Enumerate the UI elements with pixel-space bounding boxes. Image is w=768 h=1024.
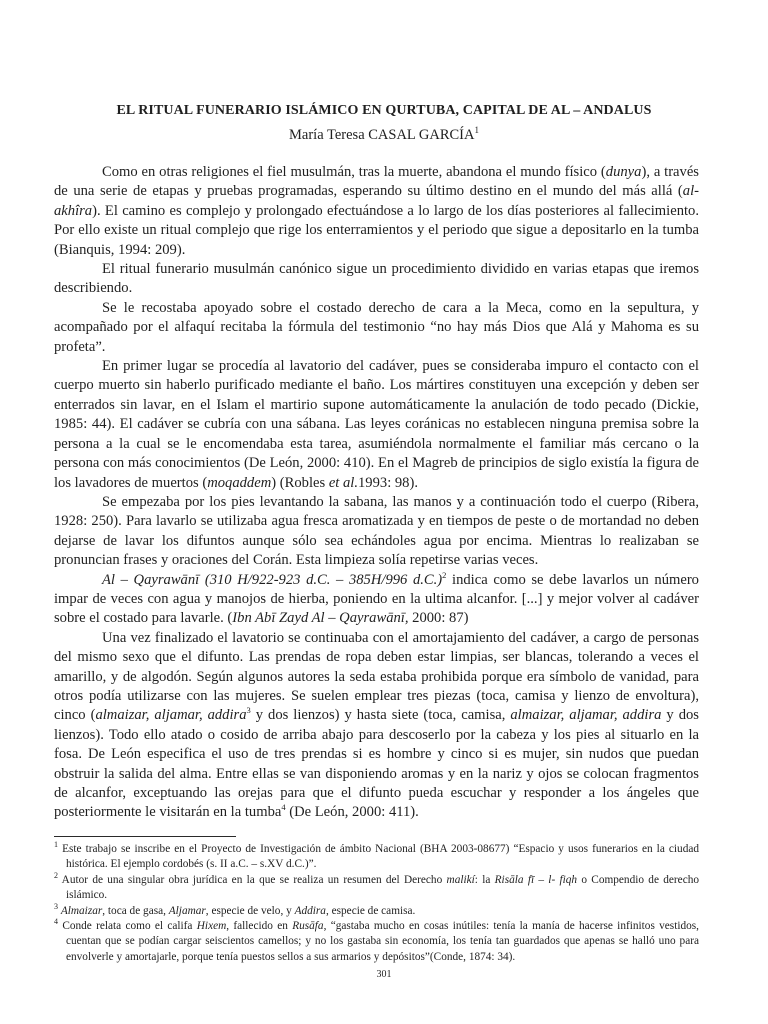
italic-text: dunya — [605, 164, 642, 180]
footnote-separator — [54, 836, 236, 837]
text-run: , especie de velo, y — [205, 904, 295, 917]
author-name: María Teresa CASAL GARCÍA — [289, 126, 475, 143]
italic-text: Al – Qayrawānī (310 H/922-923 d.C. – 385H/996 d.C.) — [102, 571, 443, 588]
text-run: y dos lienzos) y hasta siete (toca, camisa, — [250, 707, 511, 724]
italic-text: Addira — [294, 904, 326, 917]
text-run: Autor de una singular obra jurídica en la que se realiza un resumen del Derecho — [61, 873, 447, 886]
footnote — [54, 919, 699, 965]
footnote — [54, 873, 699, 904]
italic-text: al-akhîra — [54, 183, 699, 219]
italic-text: Aljamar — [168, 904, 206, 917]
footnote-number: 2 — [54, 871, 58, 881]
text-run: indica como se debe lavarlos un número impar de veces con agua y manojos de hierba, poniendo en la ultima alcanfor. [...] y mejor volver al cadáver sobre el costado para lavarle. ( — [54, 571, 699, 627]
italic-text: almaizar, aljamar, addira — [95, 707, 247, 724]
text-run: Se empezaba por los pies levantando la sabana, las manos y a continuación todo el cuerpo (Ribera, 1928: 250). Para lavarlo se utilizaba agua fresca aromatizada y en tiempos de peste o de mortandad no deben dejarse de lavar los difuntos aunque sólo sea echándoles agua por encima. Mientras lo realizaban se pronuncian frases y oraciones del Corán. Esta limpieza solía repetirse varias veces. — [54, 493, 699, 569]
footnote-number: 3 — [54, 901, 58, 911]
paragraph — [54, 260, 699, 299]
text-run: 2000: 87) — [408, 610, 469, 627]
text-run: , fallecido en — [226, 920, 293, 933]
text-run: , toca de gasa, — [102, 904, 169, 917]
paragraph-quote — [54, 571, 699, 629]
italic-text: et al. — [328, 474, 358, 491]
text-run: En primer lugar se procedía al lavatorio del cadáver, pues se consideraba impuro el contacto con el cuerpo muerto sin haberlo purificado mediante el baño. Los mártires constituyen una excepción y deben ser enterrados sin lavar, en el Islam el martirio supone automáticamente la anulación de todo pecado (Dickie, 1985: 44). El cadáver se cubría con una sábana. Las leyes coránicas no establecen ninguna premisa sobre la persona a la cual se le encomendaba esta tarea, asumiéndola normalmente el familiar más cercano o la persona con más conocimientos (De León, 2000: 410). En el Magreb de principios de siglo existía la figura de los lavadores de muertos ( — [54, 358, 699, 491]
text-run: Como en otras religiones el fiel musulmán, tras la muerte, abandona el mundo físico ( — [102, 164, 606, 180]
footnote-ref: 3 — [246, 705, 251, 716]
paragraph — [54, 493, 699, 571]
italic-text: Ibn Abī Zayd Al – Qayrawānī, — [232, 610, 409, 627]
footnote — [54, 901, 699, 919]
paragraph — [54, 357, 699, 493]
text-run: 1993: 98). — [358, 474, 418, 491]
text-run: Se le recostaba apoyado sobre el costado derecho de cara a la Meca, como en la sepultura, y acompañado por el alfaquí recitaba la fórmula del testimonio “no hay más Dios que Alá y Mahoma es su profeta”. — [54, 299, 699, 355]
text-run: o Compendio de derecho islámico. — [66, 873, 699, 902]
body-text — [54, 163, 699, 823]
footnote-ref: 4 — [281, 802, 286, 813]
footnote-text — [62, 920, 699, 963]
text-run: (De León, 2000: 411). — [285, 804, 419, 821]
footnote-text — [62, 874, 699, 901]
italic-text: Risāla fī – l- fiqh — [494, 873, 578, 886]
italic-text: malikí — [446, 873, 475, 886]
text-run: ), a través de una serie de etapas y pruebas programadas, esperando su último destino en el mundo del más allá ( — [54, 164, 699, 200]
paragraph — [54, 299, 699, 357]
footnote-text — [61, 905, 416, 917]
text-run: El ritual funerario musulmán canónico sigue un procedimiento dividido en varias etapas que iremos describiendo. — [54, 261, 699, 297]
footnotes — [54, 842, 699, 965]
text-run: Una vez finalizado el lavatorio se continuaba con el amortajamiento del cadáver, a cargo de personas del mismo sexo que el difunto. Las prendas de ropa deben estar limpias, ser blancas, tolerando a veces el amarillo, y de algodón. Según algunos autores la seda estaba prohibida porque era símbolo de vanidad, para otros podía utilizarse con las mujeres. Se suelen emplear tres piezas (toca, camisa y lienzo de envoltura), cinco ( — [54, 629, 699, 724]
text-run: y dos lienzos). Todo ello atado o cosido de arriba abajo para descoserlo por la cabeza y los pies al situarlo en la fosa. De León especifica el uso de tres prendas si es hombre y cinco si es mujer, sin nudos que puedan obstruir la salida del alma. Entre ellas se van disponiendo aromas y en la nariz y ojos se colocan fragmentos de alcanfor, exceptuando las orejas para que el difunto pueda escuchar y responder a los ángeles que posteriormente le visitarán en la tumba — [54, 707, 699, 821]
italic-text: Hixem — [196, 920, 227, 933]
italic-text: almaizar, aljamar, addira — [510, 707, 662, 724]
footnote-number: 1 — [54, 840, 58, 850]
footnote — [54, 842, 699, 873]
italic-text: Rusāfa — [292, 920, 324, 933]
author-line — [0, 125, 768, 144]
paragraph — [54, 163, 699, 260]
text-run: : la — [474, 873, 495, 886]
italic-text: Almaizar — [60, 904, 103, 917]
page-number: 301 — [376, 969, 392, 980]
text-run: Este trabajo se inscribe en el Proyecto de Investigación de ámbito Nacional (BHA 2003-08677) “Espacio y usos funerarios en la ciudad histórica. El ejemplo cordobés (s. II a.C. – s.XV d.C.)”. — [62, 843, 700, 871]
italic-text: moqaddem — [207, 474, 272, 491]
text-run: , “gastaba mucho en cosas inútiles: tenía la manía de hacerse infinitos vestidos, cuentan que se podían cargar seiscientos camellos; y no los gastaba sin economía, los tenía tan guardados que apenas se halló uno para envolverle y amortajarle, porque tenía puestos sellos a sus armarios y depósitos”(Conde, 1874: 34). — [66, 920, 700, 963]
text-run: Conde relata como el califa — [62, 920, 197, 933]
footnote-text — [62, 843, 699, 870]
article-title: EL RITUAL FUNERARIO ISLÁMICO EN QURTUBA, CAPITAL DE AL – ANDALUS — [116, 103, 652, 118]
author-footnote-mark: 1 — [474, 125, 479, 135]
footnote-number: 4 — [54, 917, 58, 927]
text-run: ) (Robles — [271, 474, 329, 491]
footnote-ref: 2 — [442, 569, 447, 580]
text-run: , especie de camisa. — [325, 904, 416, 917]
text-run: ). El camino es complejo y prolongado efectuándose a lo largo de los días posteriores al fallecimiento. Por ello existe un ritual complejo que rige los enterramientos y el periodo que sigue a depositarlo en la tumba (Bianquis, 1994: 209). — [54, 202, 699, 258]
paragraph — [54, 629, 699, 823]
